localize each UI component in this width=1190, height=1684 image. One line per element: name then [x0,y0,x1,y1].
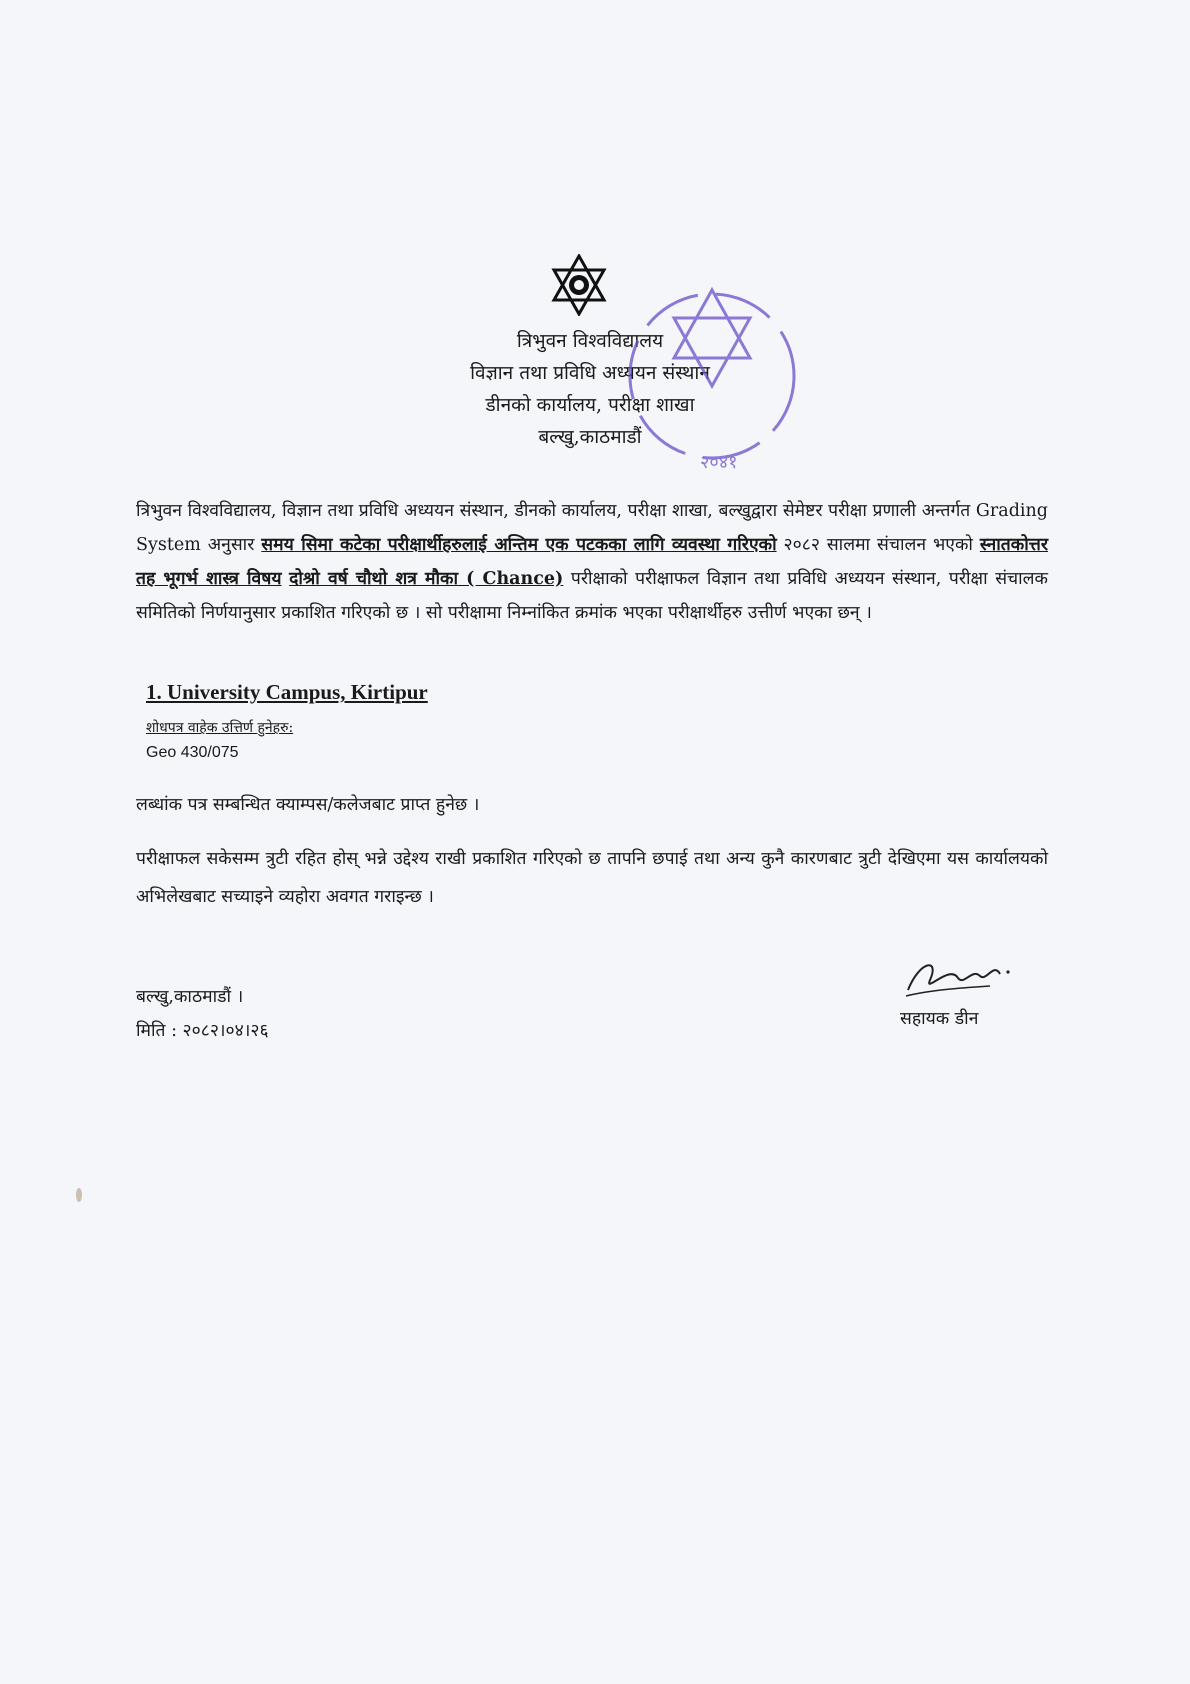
campus-title: 1. University Campus, Kirtipur [146,680,428,704]
passed-roll-number: Geo 430/075 [146,744,239,761]
para-text-program: स्नातकोत्तर तह भूगर्भ शास्त्र विषय [136,535,1048,589]
header-line-office: डीनको कार्यालय, परीक्षा शाखा [485,394,695,416]
marksheet-note: लब्धांक पत्र सम्बन्धित क्याम्पस/कलेजबाट प्राप्त हुनेछ । [136,795,480,815]
footer-date: मिति : २०८२।०४।२६ [136,1021,269,1041]
para-text-year: २०८२ सालमा संचालन भएको [776,535,980,555]
signatory-title: सहायक डीन [900,1009,979,1029]
disclaimer-paragraph: परीक्षाफल सकेसम्म त्रुटी रहित होस् भन्ने उद्देश्य राखी प्रकाशित गरिएको छ तापनि छपाई तथा अन्य कुनै कारणबाट त्रुटी देखिएमा यस कार्यालयको अभिलेखबाट सच्याइने व्यहोरा अवगत गराइन्छ । [136,849,1048,907]
footer-place: बल्खु,काठमाडौं । [136,987,244,1007]
main-paragraph [136,494,1048,630]
para-text-special-arrangement: समय सिमा कटेका परीक्षार्थीहरुलाई अन्तिम एक पटकका लागि व्यवस्था गरिएको [261,535,777,555]
header-line-address: बल्खु,काठमाडौं [538,426,642,448]
stamp-year: २०४१ [700,452,738,473]
header-line-institute: विज्ञान तथा प्रविधि अध्ययन संस्थान [470,362,710,384]
official-stamp [600,286,830,476]
header-line-university: त्रिभुवन विश्वविद्यालय [516,330,664,352]
signature-icon [900,950,1020,1004]
para-text-semester: दोश्रो वर्ष चौथो शत्र मौका ( Chance) [289,569,564,589]
para-text-space [282,569,290,589]
para-text-result-notice: परीक्षाको परीक्षाफल विज्ञान तथा प्रविधि अध्ययन संस्थान, परीक्षा संचालक समितिको निर्णयानुसार प्रकाशित गरिएको छ । सो परीक्षामा निम्नांकित क्रमांक भएका परीक्षार्थीहरु उत्तीर्ण भएका छन् । [136,569,1048,623]
para-text-intro: त्रिभुवन विश्वविद्यालय, विज्ञान तथा प्रविधि अध्ययन संस्थान, डीनको कार्यालय, परीक्षा शाखा, बल्खुद्वारा सेमेष्टर परीक्षा प्रणाली अन्तर्गत Grading System अनुसार [136,501,1048,555]
footer-block [136,980,269,1048]
campus-subheading: शोधपत्र वाहेक उत्तिर्ण हुनेहरु: [146,720,294,736]
paper-speck [76,1188,82,1202]
